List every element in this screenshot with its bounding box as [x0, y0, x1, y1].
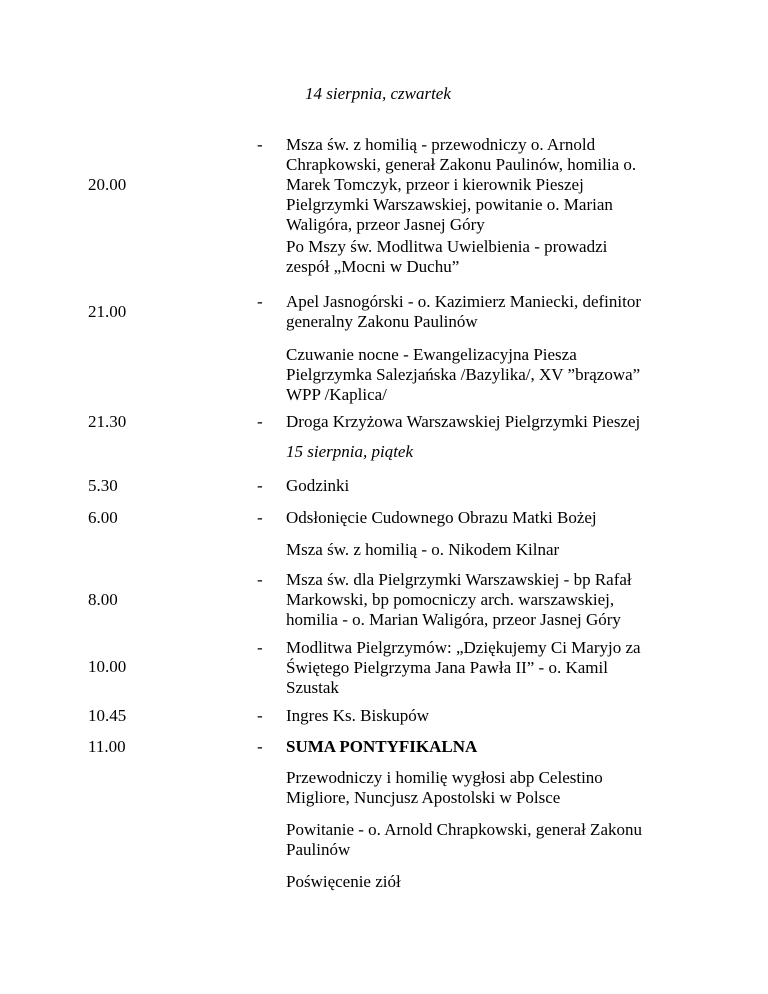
text-line: Poświęcenie ziół [286, 872, 401, 891]
text-line: Waligóra, przeor Jasnej Góry [286, 215, 485, 234]
text-line: Apel Jasnogórski - o. Kazimierz Maniecki, definitor [286, 292, 642, 311]
event-description [286, 570, 686, 630]
event-description [286, 476, 686, 496]
text-line: homilia - o. Marian Waligóra, przeor Jasnej Góry [286, 610, 621, 629]
dash: - [257, 412, 263, 431]
event-description [286, 706, 686, 726]
event-description [286, 345, 686, 405]
text-line: Pielgrzymka Salezjańska /Bazylika/, XV ”brązowa” [286, 365, 641, 384]
text-line: zespół „Mocni w Duchu” [286, 257, 460, 276]
text-line: Pielgrzymki Warszawskiej, powitanie o. Marian [286, 195, 613, 214]
event-description [286, 412, 686, 432]
text-line: Marek Tomczyk, przeor i kierownik Pieszej [286, 175, 584, 194]
dash: - [257, 706, 263, 725]
text-line: Msza św. z homilią - przewodniczy o. Arnold [286, 135, 596, 154]
dash: - [257, 737, 263, 756]
text-line: Odsłonięcie Cudownego Obrazu Matki Bożej [286, 508, 597, 527]
dash: - [257, 135, 263, 154]
text-line: generalny Zakonu Paulinów [286, 312, 478, 331]
event-description [286, 737, 686, 757]
time-label: 10.00 [88, 657, 127, 676]
text-line: Przewodniczy i homilię wygłosi abp Celestino [286, 768, 603, 787]
time-label: 10.45 [88, 706, 127, 725]
text-line: Msza św. z homilią - o. Nikodem Kilnar [286, 540, 560, 559]
time-label: 21.30 [88, 412, 127, 431]
event-description [286, 638, 686, 698]
time-label: 11.00 [88, 737, 126, 756]
dash: - [257, 476, 263, 495]
time-label: 20.00 [88, 175, 127, 194]
day2-heading: 15 sierpnia, piątek [286, 442, 414, 461]
event-description [286, 292, 686, 332]
text-line: Modlitwa Pielgrzymów: „Dziękujemy Ci Maryjo za [286, 638, 641, 657]
text-line: WPP /Kaplica/ [286, 385, 387, 404]
dash: - [257, 570, 263, 589]
event-description [286, 237, 686, 277]
text-line: Paulinów [286, 840, 351, 859]
time-label: 6.00 [88, 508, 118, 527]
text-line: Szustak [286, 678, 339, 697]
text-line: Migliore, Nuncjusz Apostolski w Polsce [286, 788, 561, 807]
time-label: 21.00 [88, 302, 127, 321]
text-line: Świętego Pielgrzyma Jana Pawła II” - o. Kamil [286, 658, 608, 677]
event-description [286, 768, 686, 808]
event-description [286, 508, 686, 528]
time-label: 5.30 [88, 476, 118, 495]
event-description [286, 872, 686, 892]
text-line: Msza św. dla Pielgrzymki Warszawskiej - bp Rafał [286, 570, 632, 589]
time-label: 8.00 [88, 590, 118, 609]
event-description [286, 820, 686, 860]
text-line: Godzinki [286, 476, 350, 495]
dash: - [257, 292, 263, 311]
day1-heading: 14 sierpnia, czwartek [305, 84, 451, 103]
text-line: Droga Krzyżowa Warszawskiej Pielgrzymki Pieszej [286, 412, 641, 431]
dash: - [257, 638, 263, 657]
text-line: Markowski, bp pomocniczy arch. warszawskiej, [286, 590, 615, 609]
dash: - [257, 508, 263, 527]
text-line: Powitanie - o. Arnold Chrapkowski, generał Zakonu [286, 820, 642, 839]
event-description [286, 540, 686, 560]
text-line: Chrapkowski, generał Zakonu Paulinów, homilia o. [286, 155, 637, 174]
text-line: SUMA PONTYFIKALNA [286, 737, 478, 756]
text-line: Po Mszy św. Modlitwa Uwielbienia - prowadzi [286, 237, 608, 256]
text-line: Ingres Ks. Biskupów [286, 706, 430, 725]
text-line: Czuwanie nocne - Ewangelizacyjna Piesza [286, 345, 577, 364]
event-description [286, 135, 686, 235]
